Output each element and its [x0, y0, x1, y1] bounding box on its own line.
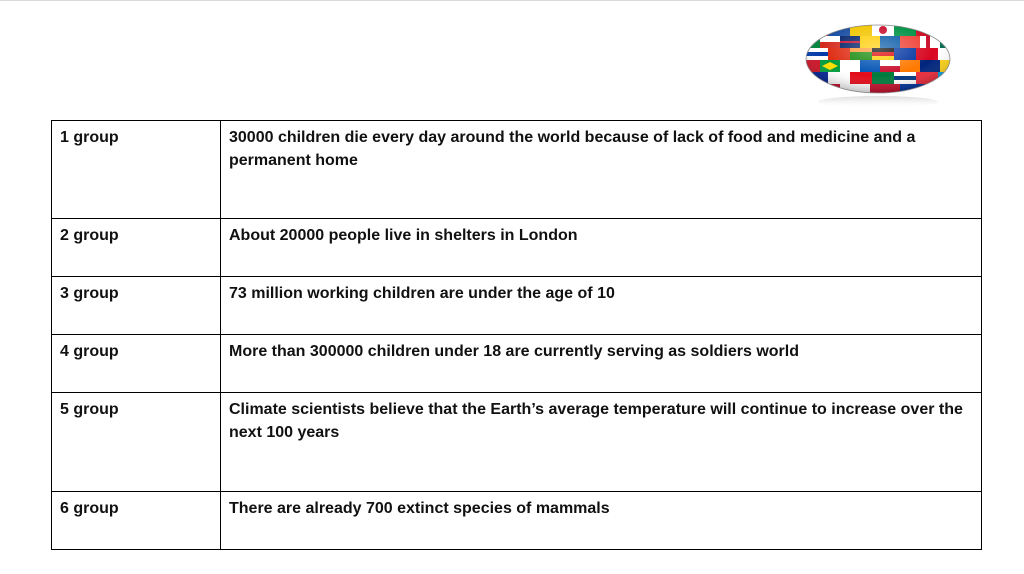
flag-globe-icon [800, 14, 960, 110]
table-row [52, 492, 982, 550]
group-label-cell: 2 group [52, 219, 221, 277]
fact-cell: 30000 children die every day around the world because of lack of food and medicine and a permanent home [221, 121, 982, 219]
group-label-cell: 4 group [52, 335, 221, 393]
fact-cell: More than 300000 children under 18 are currently serving as soldiers world [221, 335, 982, 393]
fact-cell: Climate scientists believe that the Earth’s average temperature will continue to increase over the next 100 years [221, 393, 982, 492]
fact-cell: About 20000 people live in shelters in London [221, 219, 982, 277]
table-row [52, 219, 982, 277]
table-row [52, 335, 982, 393]
top-divider [0, 0, 1024, 1]
group-label-cell: 3 group [52, 277, 221, 335]
table-row [52, 393, 982, 492]
table-row [52, 277, 982, 335]
group-label-cell: 1 group [52, 121, 221, 219]
group-label-cell: 6 group [52, 492, 221, 550]
group-label-cell: 5 group [52, 393, 221, 492]
fact-cell: There are already 700 extinct species of mammals [221, 492, 982, 550]
table-row [52, 121, 982, 219]
groups-table [51, 120, 982, 550]
fact-cell: 73 million working children are under the age of 10 [221, 277, 982, 335]
